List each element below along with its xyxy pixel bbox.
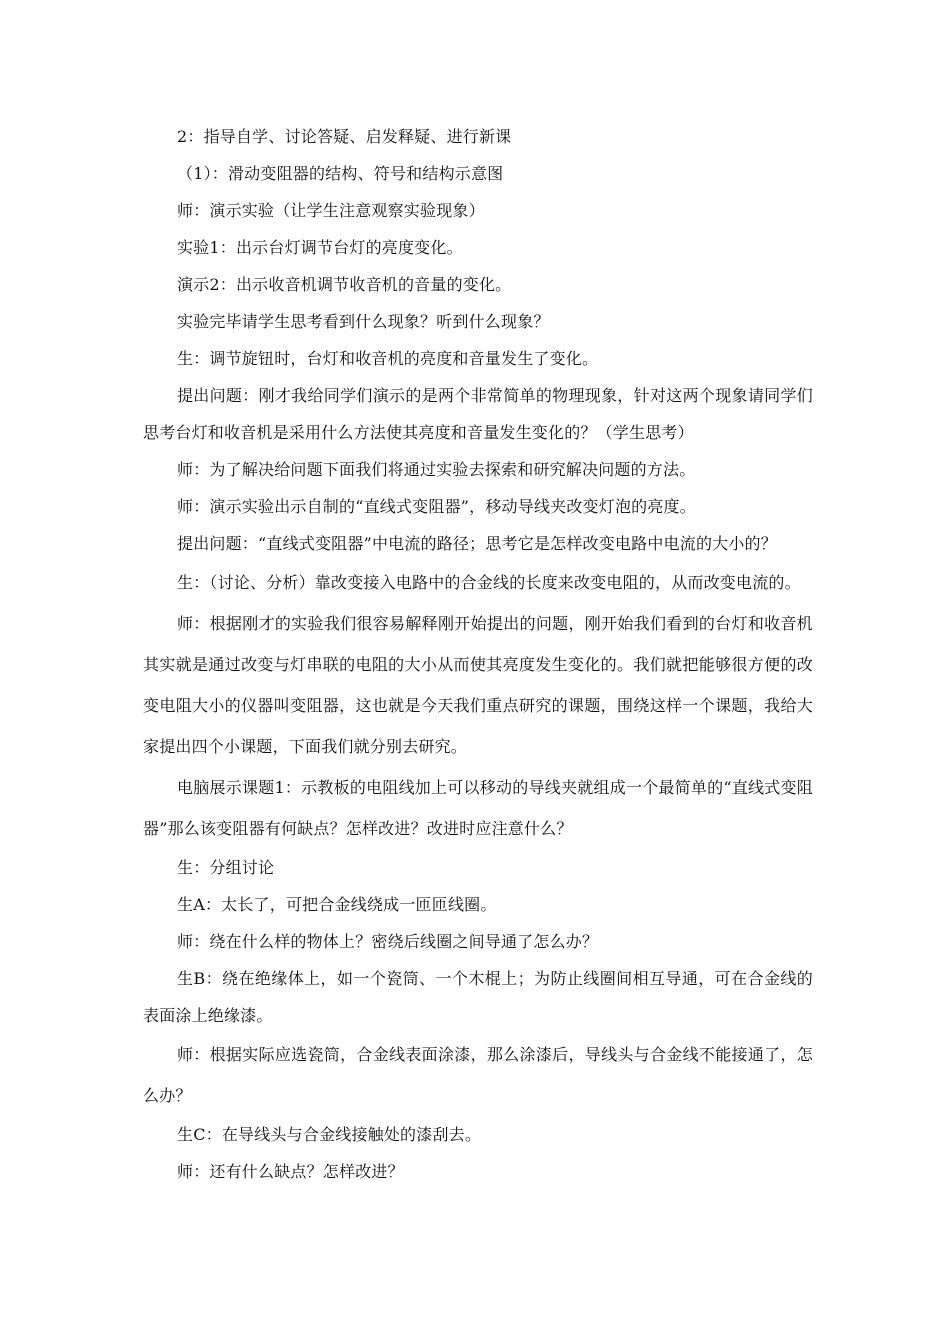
paragraph: 师：根据刚才的实验我们很容易解释刚开始提出的问题，刚开始我们看到的台灯和收音机其实就是通过改变与灯串联的电阻的大小从而使其亮度发生变化的。我们就把能够很方便的改变电阻大小的仪器叫变阻器，这也就是今天我们重点研究的课题，围绕这样一个课题，我给大家提出四个小课题，下面我们就分别去研究。 bbox=[143, 614, 813, 756]
paragraph: 师：演示实验出示自制的“直线式变阻器”，移动导线夹改变灯泡的亮度。 bbox=[177, 497, 696, 516]
paragraph: 2：指导自学、讨论答疑、启发释疑、进行新课 bbox=[177, 127, 512, 146]
paragraph: 生C：在导线头与合金线接触处的漆刮去。 bbox=[177, 1125, 482, 1144]
paragraph: 演示2：出示收音机调节收音机的音量的变化。 bbox=[177, 275, 512, 294]
paragraph: 生：（讨论、分析）靠改变接入电路中的合金线的长度来改变电阻的，从而改变电流的。 bbox=[177, 573, 801, 592]
paragraph: 实验1：出示台灯调节台灯的亮度变化。 bbox=[177, 238, 463, 257]
paragraph: （1）：滑动变阻器的结构、符号和结构示意图 bbox=[177, 164, 504, 183]
paragraph: 生A：太长了，可把合金线绕成一匝匝线圈。 bbox=[177, 895, 497, 914]
paragraph: 师：为了解决给问题下面我们将通过实验去探索和研究解决问题的方法。 bbox=[177, 460, 696, 479]
paragraph: 师：还有什么缺点？怎样改进？ bbox=[177, 1162, 404, 1181]
paragraph: 提出问题：“直线式变阻器”中电流的路径；思考它是怎样改变电路中电流的大小的？ bbox=[177, 534, 777, 553]
paragraph: 实验完毕请学生思考看到什么现象？听到什么现象？ bbox=[177, 312, 550, 331]
paragraph: 生：分组讨论 bbox=[177, 858, 275, 877]
paragraph: 师：根据实际应选瓷筒，合金线表面涂漆，那么涂漆后，导线头与合金线不能接通了，怎么办？ bbox=[143, 1045, 813, 1105]
document-body bbox=[143, 118, 813, 1190]
paragraph: 师：绕在什么样的物体上？密绕后线圈之间导通了怎么办？ bbox=[177, 932, 599, 951]
paragraph: 师：演示实验（让学生注意观察实验现象） bbox=[177, 201, 485, 220]
paragraph: 生B：绕在绝缘体上，如一个瓷筒、一个木棍上；为防止线圈间相互导通，可在合金线的表面涂上绝缘漆。 bbox=[143, 969, 813, 1025]
paragraph: 生：调节旋钮时，台灯和收音机的亮度和音量发生了变化。 bbox=[177, 349, 599, 368]
paragraph: 电脑展示课题1：示教板的电阻线加上可以移动的导线夹就组成一个最简单的“直线式变阻器”那么该变阻器有何缺点？怎样改进？改进时应注意什么？ bbox=[143, 778, 813, 838]
paragraph: 提出问题：刚才我给同学们演示的是两个非常简单的物理现象，针对这两个现象请同学们思考台灯和收音机是采用什么方法使其亮度和音量发生变化的？（学生思考） bbox=[143, 386, 813, 442]
